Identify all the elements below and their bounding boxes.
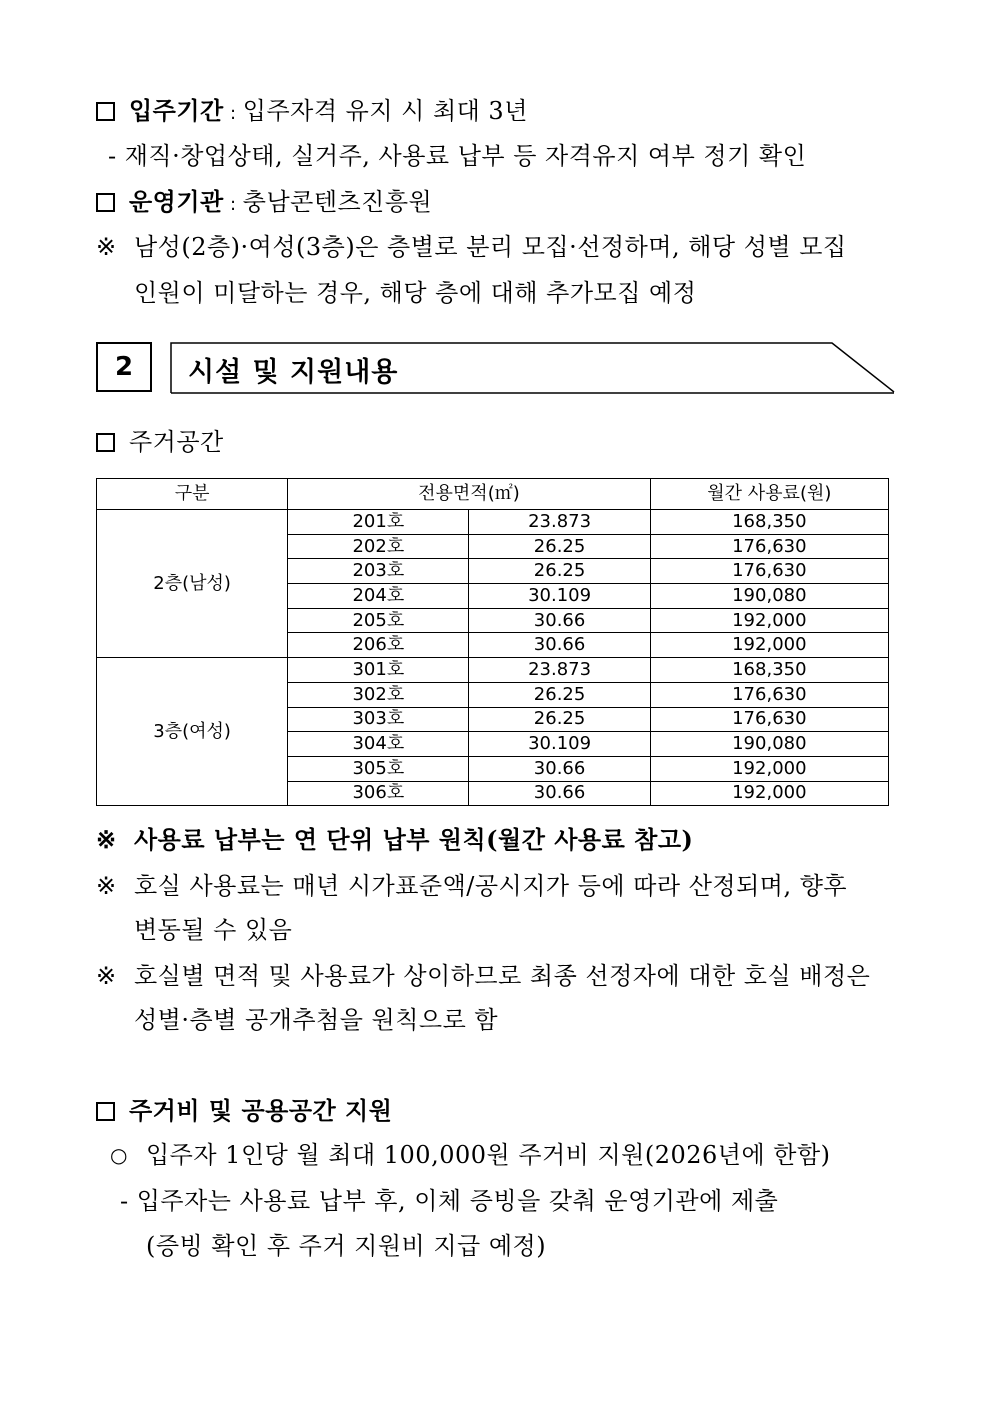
room-fee-table <box>96 478 889 806</box>
period-line <box>96 96 528 129</box>
support-item1: 입주자 1인당 월 최대 100,000원 주거비 지원(2026년에 한함) <box>146 1141 831 1169</box>
section-title: 시설 및 지원내용 <box>188 357 399 388</box>
section-number: 2 <box>96 342 152 392</box>
fee-cell: 190,080 <box>650 732 888 757</box>
fee-cell: 168,350 <box>650 510 888 535</box>
fee-cell: 176,630 <box>650 559 888 584</box>
period-note: - 재직·창업상태, 실거주, 사용료 납부 등 자격유지 여부 정기 확인 <box>108 142 807 170</box>
area-cell: 30.66 <box>469 781 650 806</box>
support-item2-line1: - 입주자는 사용료 납부 후, 이체 증빙을 갖춰 운영기관에 제출 <box>120 1187 779 1215</box>
room-cell: 304호 <box>288 732 469 757</box>
checkbox-square-icon <box>96 193 115 212</box>
period-sep: : <box>223 103 243 124</box>
section-title-box <box>170 342 895 394</box>
fee-change-note-line1: 호실 사용료는 매년 시가표준액/공시지가 등에 따라 산정되며, 향후 <box>134 872 848 900</box>
area-cell: 26.25 <box>469 559 650 584</box>
header-fee: 월간 사용료(원) <box>650 479 888 510</box>
room-cell: 205호 <box>288 608 469 633</box>
group-label: 3층(여성) <box>97 658 288 806</box>
area-cell: 30.109 <box>469 732 650 757</box>
table-row <box>97 658 889 683</box>
room-cell: 206호 <box>288 633 469 658</box>
note3-mark: ※ <box>96 962 117 990</box>
header-area: 전용면적(㎡) <box>288 479 650 510</box>
recruit-note-line2: 인원이 미달하는 경우, 해당 층에 대해 추가모집 예정 <box>134 279 697 307</box>
fee-cell: 192,000 <box>650 633 888 658</box>
note2-mark: ※ <box>96 872 117 900</box>
room-cell: 201호 <box>288 510 469 535</box>
room-assign-note-line2: 성별·층별 공개추첨을 원칙으로 함 <box>134 1006 499 1034</box>
area-cell: 30.66 <box>469 756 650 781</box>
room-assign-note-line1: 호실별 면적 및 사용료가 상이하므로 최종 선정자에 대한 호실 배정은 <box>134 962 871 990</box>
table-header-row <box>97 479 889 510</box>
table-row <box>97 510 889 535</box>
checkbox-square-icon <box>96 102 115 121</box>
area-cell: 30.66 <box>469 633 650 658</box>
recruit-note-line1: 남성(2층)·여성(3층)은 층별로 분리 모집·선정하며, 해당 성별 모집 <box>134 233 847 261</box>
annual-payment-note: 사용료 납부는 연 단위 납부 원칙(월간 사용료 참고) <box>134 825 694 854</box>
room-cell: 303호 <box>288 707 469 732</box>
support-heading-line <box>96 1096 392 1126</box>
checkbox-square-icon <box>96 1102 115 1121</box>
housing-heading: 주거공간 <box>96 427 224 457</box>
fee-cell: 176,630 <box>650 534 888 559</box>
period-value: 입주자격 유지 시 최대 3년 <box>242 97 528 125</box>
fee-cell: 192,000 <box>650 756 888 781</box>
area-cell: 26.25 <box>469 707 650 732</box>
room-cell: 302호 <box>288 682 469 707</box>
room-cell: 202호 <box>288 534 469 559</box>
area-cell: 30.66 <box>469 608 650 633</box>
operator-sep: : <box>223 194 243 215</box>
checkbox-square-icon <box>96 433 115 452</box>
operator-value: 충남콘텐츠진흥원 <box>242 188 433 216</box>
room-cell: 204호 <box>288 584 469 609</box>
support-heading: 주거비 및 공용공간 지원 <box>129 1096 393 1125</box>
fee-cell: 190,080 <box>650 584 888 609</box>
group-label: 2층(남성) <box>97 510 288 658</box>
area-cell: 23.873 <box>469 510 650 535</box>
fee-cell: 192,000 <box>650 608 888 633</box>
fee-cell: 168,350 <box>650 658 888 683</box>
header-category: 구분 <box>97 479 288 510</box>
support-bullet: ○ <box>110 1143 128 1167</box>
fee-cell: 176,630 <box>650 707 888 732</box>
note-mark: ※ <box>96 233 117 261</box>
note1-mark: ※ <box>96 825 117 854</box>
operator-line <box>96 187 432 220</box>
room-cell: 306호 <box>288 781 469 806</box>
area-cell: 23.873 <box>469 658 650 683</box>
area-cell: 30.109 <box>469 584 650 609</box>
room-cell: 305호 <box>288 756 469 781</box>
area-cell: 26.25 <box>469 682 650 707</box>
period-label: 입주기간 <box>129 97 224 125</box>
room-cell: 301호 <box>288 658 469 683</box>
support-item2-line2: (증빙 확인 후 주거 지원비 지급 예정) <box>146 1232 547 1260</box>
area-cell: 26.25 <box>469 534 650 559</box>
fee-change-note-line2: 변동될 수 있음 <box>134 916 293 944</box>
fee-cell: 176,630 <box>650 682 888 707</box>
operator-label: 운영기관 <box>129 188 224 216</box>
room-cell: 203호 <box>288 559 469 584</box>
fee-cell: 192,000 <box>650 781 888 806</box>
